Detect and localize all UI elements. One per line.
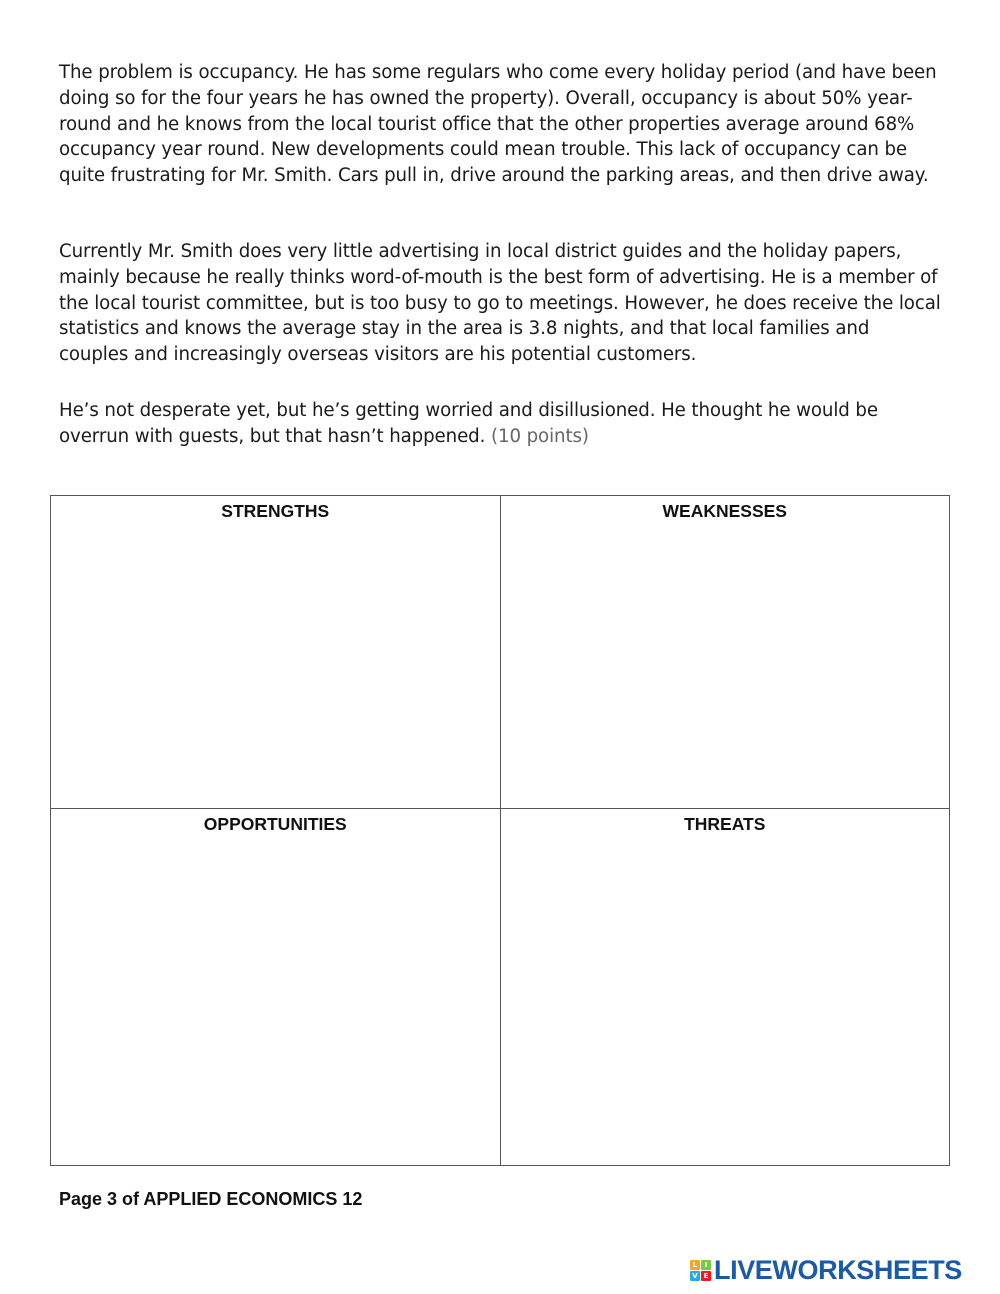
logo-letter-v: V <box>690 1271 700 1281</box>
swot-table <box>50 495 950 1166</box>
opportunities-heading: OPPORTUNITIES <box>203 814 347 834</box>
threats-cell[interactable] <box>500 809 950 1166</box>
paragraph-occupancy: The problem is occupancy. He has some regulars who come every holiday period (and have been doing so for the four years he has owned the property). Overall, occupancy is about 50% year-round and he knows from the local tourist office that the other properties average around 68% occupancy year round. New developments could mean trouble. This lack of occupancy can be quite frustrating for Mr. Smith. Cars pull in, drive around the parking areas, and then drive away. <box>59 62 937 187</box>
liveworksheets-logo[interactable] <box>690 1254 962 1286</box>
strengths-heading: STRENGTHS <box>221 501 330 521</box>
paragraph-outlook-text: He’s not desperate yet, but he’s getting worried and disillusioned. He thought he would be overrun with guests, but that hasn’t happened. <box>59 400 878 447</box>
opportunities-cell[interactable] <box>51 809 501 1166</box>
strengths-cell[interactable] <box>51 496 501 809</box>
liveworksheets-logo-icon <box>690 1260 711 1281</box>
logo-letter-e: E <box>701 1271 711 1281</box>
paragraph-outlook <box>59 398 944 450</box>
page-footer: Page 3 of APPLIED ECONOMICS 12 <box>59 1189 363 1209</box>
liveworksheets-logo-text: LIVEWORKSHEETS <box>714 1254 962 1285</box>
logo-letter-i: I <box>701 1260 711 1270</box>
logo-letter-l: L <box>690 1260 700 1270</box>
points-label: (10 points) <box>490 425 589 447</box>
threats-heading: THREATS <box>684 814 766 834</box>
weaknesses-heading: WEAKNESSES <box>662 501 787 521</box>
paragraph-advertising: Currently Mr. Smith does very little advertising in local district guides and the holiday papers, mainly because he really thinks word-of-mouth is the best form of advertising. He is a member of the local tourist committee, but is too busy to go to meetings. However, he does receive the local statistics and knows the average stay in the area is 3.8 nights, and that local families and couples and increasingly overseas visitors are his potential customers. <box>59 241 941 366</box>
weaknesses-cell[interactable] <box>500 496 950 809</box>
